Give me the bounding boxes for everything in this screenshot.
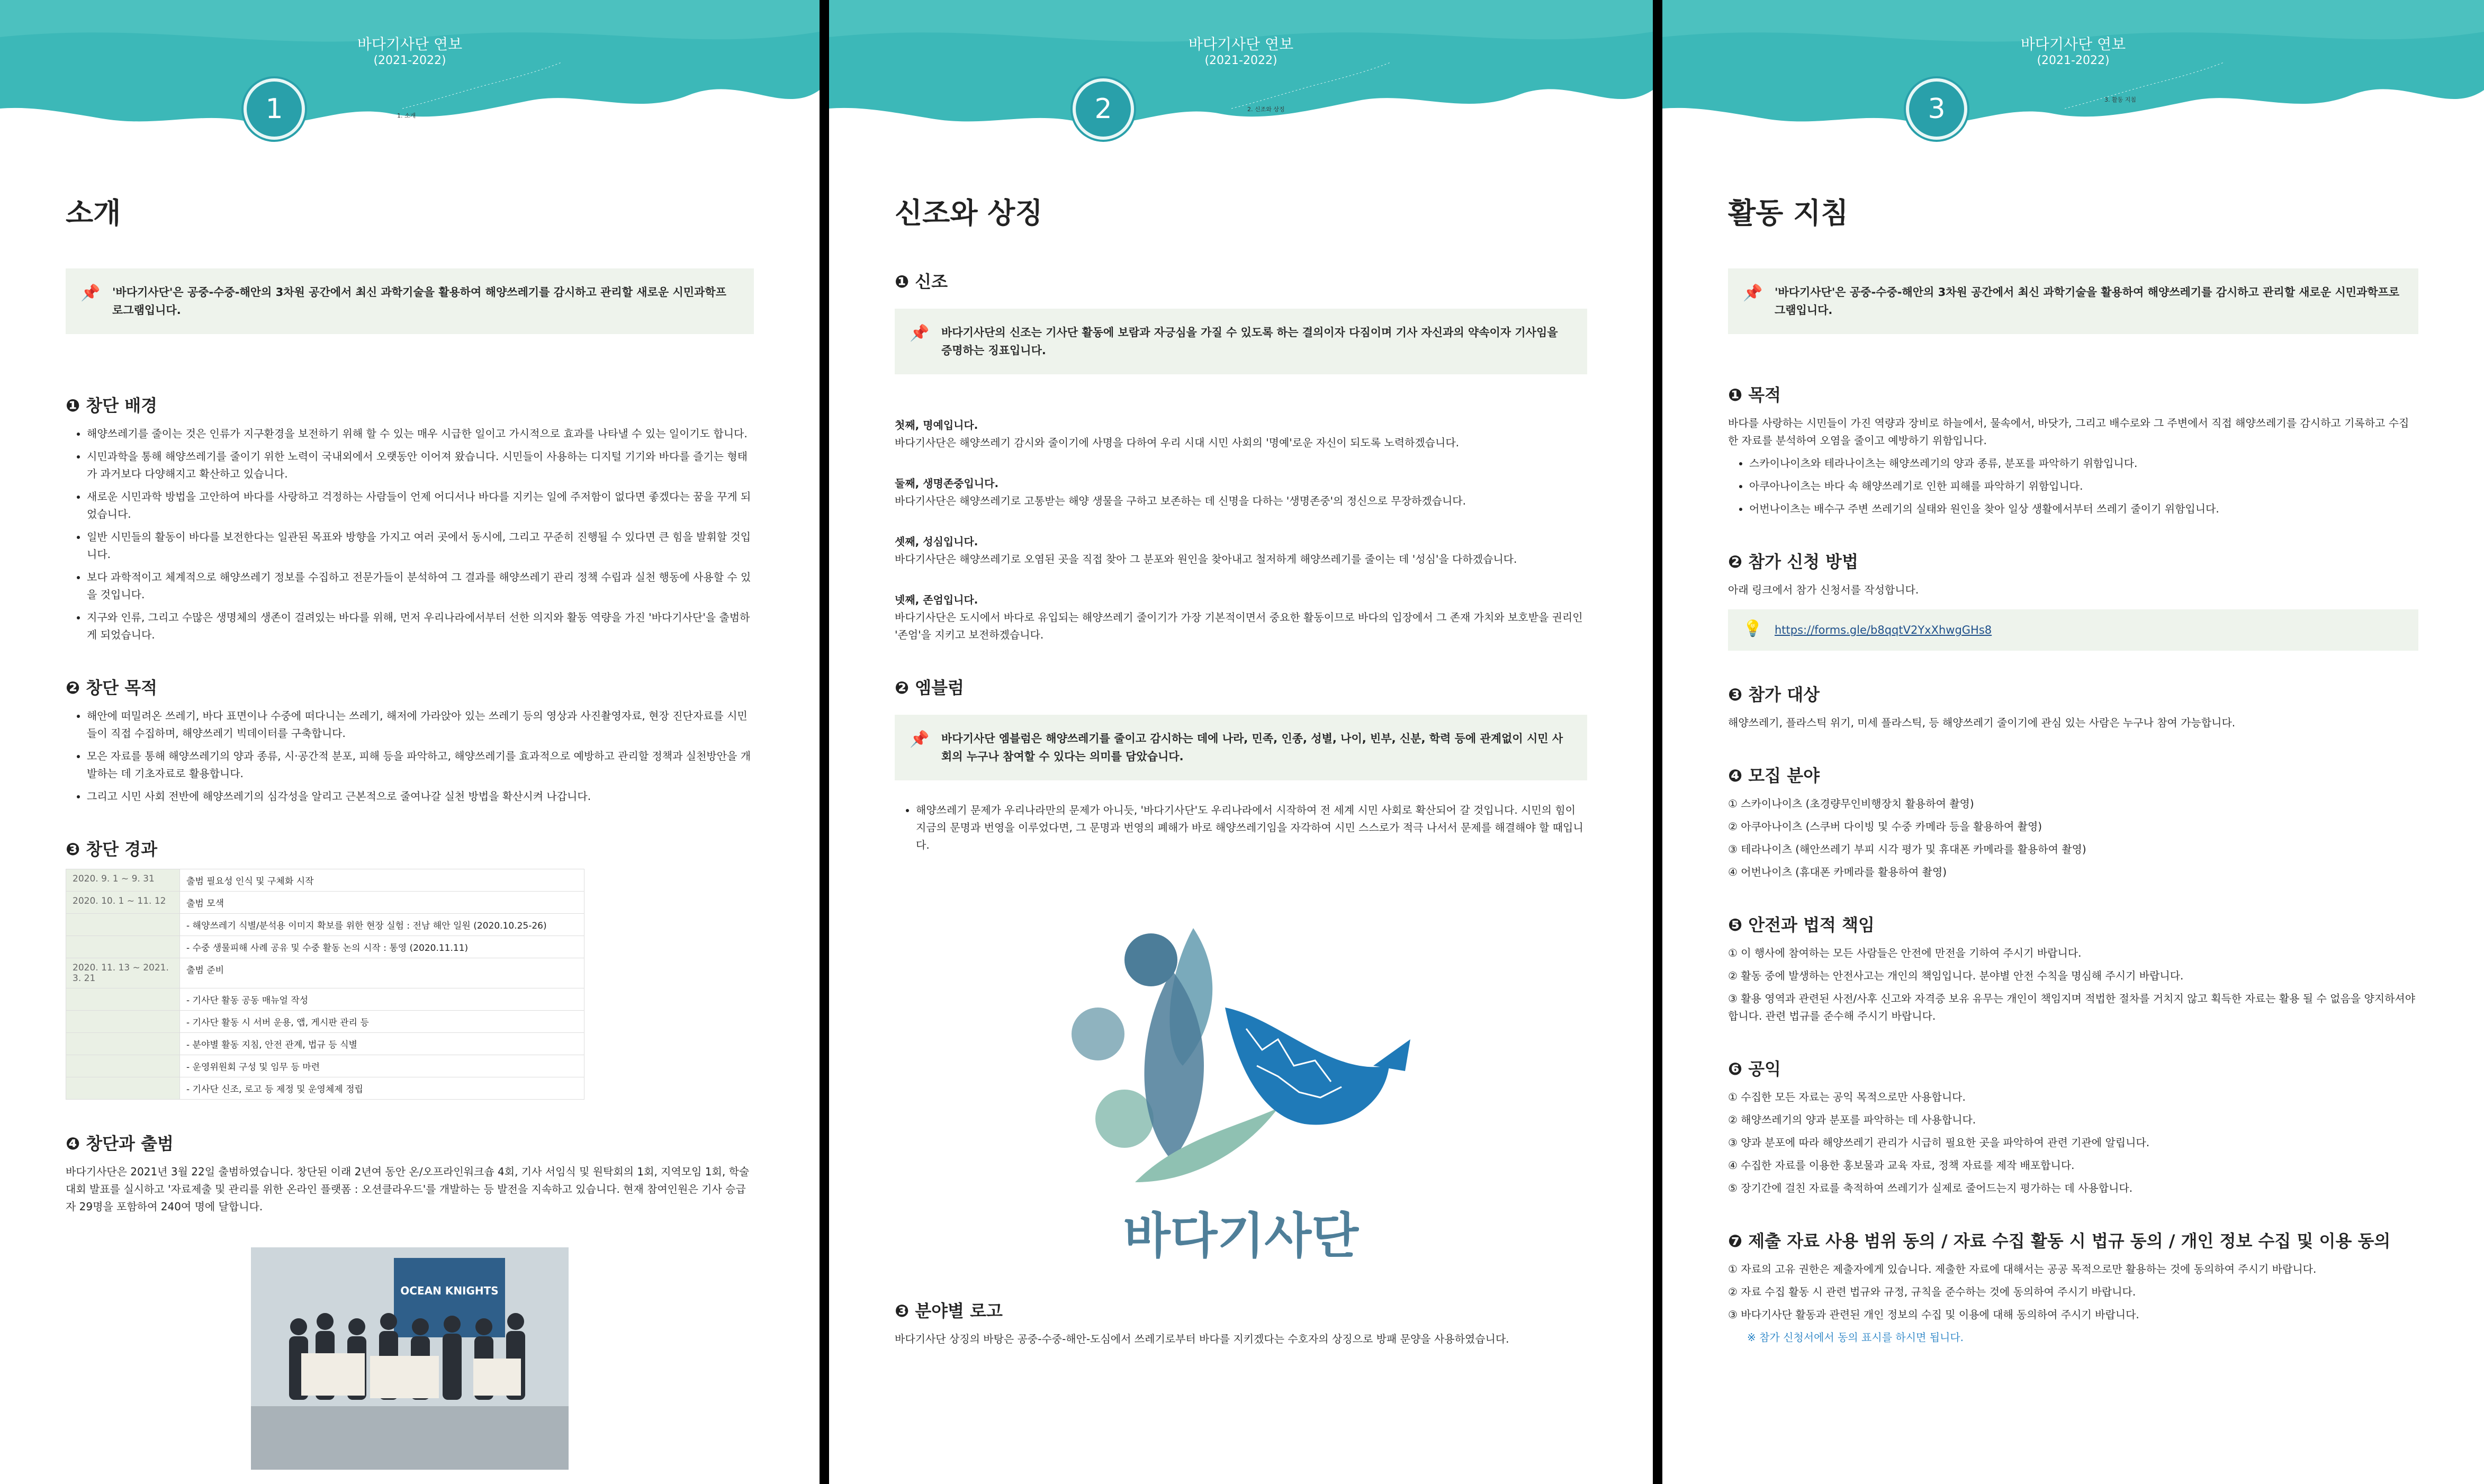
section-text: 바다기사단은 2021년 3월 22일 출범하였습니다. 창단된 이래 2년여 동안 온/오프라인워크숍 4회, 기사 서임식 및 원탁회의 1회, 지역모임 1회, 학술대회 발표를 실시하고 '자료제출 및 관리를 위한 온라인 플랫폼 : 오션클라우드'를 개발하는 등 발전을 지속하고 있습니다. 현재 참여인원은 기사 승급자 29명을 포함하여 240여 명에 달합니다. (66, 1165, 750, 1213)
table-cell-text: - 분야별 활동 지침, 안전 관계, 법규 등 식별 (180, 1033, 584, 1055)
pushpin-icon: 📌 (80, 284, 101, 302)
page-number-badge: 3 (1906, 78, 1967, 140)
pushpin-icon: 📌 (1743, 284, 1763, 302)
creed-item (895, 533, 1587, 568)
table-cell-text: - 기사단 신조, 로고 등 제정 및 운영체제 정립 (180, 1077, 584, 1100)
section-text: 해양쓰레기, 플라스틱 위기, 미세 플라스틱, 등 해양쓰레기 줄이기에 관심 있는 사람은 누구나 참여 가능합니다. (1728, 716, 2236, 729)
list-item: ① 자료의 고유 권한은 제출자에게 있습니다. 제출한 자료에 대해서는 공공 목적으로만 활용하는 것에 동의하여 주시기 바랍니다. (1728, 1263, 2317, 1275)
table-cell-text: - 운영위원회 구성 및 임무 등 마련 (180, 1055, 584, 1077)
section-heading: ❷ 창단 목적 (66, 678, 158, 698)
table-row (66, 1055, 584, 1077)
section-heading: ❶ 목적 (1728, 385, 1781, 405)
list-item: • 스카이나이츠와 테라나이츠는 해양쓰레기의 양과 종류, 분포를 파악하기 위함입니다. (1749, 455, 2418, 472)
timeline-table (66, 869, 584, 1100)
table-cell-text: - 기사단 활동 공동 매뉴얼 작성 (180, 988, 584, 1011)
creed-item (895, 475, 1587, 510)
page-2 (829, 0, 1653, 1484)
section-launch (66, 1130, 754, 1470)
page-title: 활동 지침 (1728, 196, 1849, 230)
table-row (66, 892, 584, 914)
list-item: • 지구와 인류, 그리고 수많은 생명체의 생존이 걸려있는 바다를 위해, 먼저 우리나라에서부터 선한 의지와 활동 역량을 가진 '바다기사단'을 출범하게 되었습니다. (87, 609, 754, 644)
section-heading: ❸ 분야별 로고 (895, 1301, 1003, 1321)
section-emblem (895, 674, 1587, 1267)
section-text: 아래 링크에서 참가 신청서를 작성합니다. (1728, 583, 1919, 596)
table-cell-date: 2020. 10. 1 ~ 11. 12 (66, 892, 180, 914)
table-cell-date (66, 988, 180, 1011)
section-heading: ❻ 공익 (1728, 1059, 1781, 1079)
section-text: 바다를 사랑하는 시민들이 가진 역량과 장비로 하늘에서, 물속에서, 바닷가, 그리고 배수로와 그 주변에서 직접 해양쓰레기를 감시하고 기록하고 수집한 자료를 분석하여 오염을 줄이고 예방하기 위함입니다. (1728, 417, 2409, 447)
section-heading: ❹ 창단과 출범 (66, 1134, 174, 1154)
list-item: ④ 어번나이츠 (휴대폰 카메라를 활용하여 촬영) (1728, 866, 1947, 878)
table-cell-date (66, 1055, 180, 1077)
section-safety (1728, 912, 2418, 1025)
section-field-logos (895, 1298, 1587, 1348)
list-item: • 아쿠아나이츠는 바다 속 해양쓰레기로 인한 피해를 파악하기 위함입니다. (1749, 478, 2418, 495)
list-item: ③ 활용 영역과 관련된 사전/사후 신고와 자격증 보유 유무는 개인이 책임지며 적법한 절차를 거치지 않고 획득한 자료는 활용 될 수 없음을 양지하셔야 합니다. 관련 법규를 준수해 주시기 바랍니다. (1728, 992, 2416, 1022)
list-item: • 해양쓰레기를 줄이는 것은 인류가 지구환경을 보전하기 위해 할 수 있는 매우 시급한 일이고 가시적으로 효과를 나타낼 수 있는 일이기도 합니다. (87, 425, 754, 443)
table-cell-date (66, 936, 180, 958)
list-item: • 새로운 시민과학 방법을 고안하여 바다를 사랑하고 걱정하는 사람들이 언제 어디서나 바다를 지키는 일에 주저함이 없다면 좋겠다는 꿈을 꾸게 되었습니다. (87, 488, 754, 523)
trail-label: 2. 신조와 상징 (1247, 106, 1285, 113)
table-row (66, 914, 584, 936)
list-item: • 일반 시민들의 활동이 바다를 보전한다는 일관된 목표와 방향을 가지고 여러 곳에서 동시에, 그리고 꾸준히 진행될 수 있다면 큰 힘을 발휘할 것입니다. (87, 528, 754, 563)
pushpin-icon: 📌 (910, 324, 930, 343)
table-cell-text: 출범 모색 (180, 892, 584, 914)
creed-title: 첫째, 명예입니다. (895, 419, 978, 431)
section-text: 바다기사단 상징의 바탕은 공중-수중-해안-도심에서 쓰레기로부터 바다를 지키겠다는 수호자의 상징으로 방패 문양을 사용하였습니다. (895, 1333, 1509, 1345)
section-background (66, 392, 754, 644)
trail-label: 1. 소개 (397, 112, 416, 119)
header-title: 바다기사단 연보 (1188, 35, 1294, 53)
section-heading: ❷ 엠블럼 (895, 678, 964, 698)
table-cell-text: 출범 준비 (180, 958, 584, 988)
section-heading: ❶ 창단 배경 (66, 395, 158, 416)
intro-callout (66, 268, 754, 334)
table-row (66, 936, 584, 958)
list-item: • 해양쓰레기 문제가 우리나라만의 문제가 아니듯, '바다기사단'도 우리나라에서 시작하여 전 세계 시민 사회로 확산되어 갈 것입니다. 시민의 힘이 지금의 문명과 번영을 이루었다면, 그 문명과 번영의 폐해가 바로 해양쓰레기임을 자각하여 시민 스스로가 적극 나서서 문제를 해결해야 할 때입니다. (916, 802, 1587, 854)
page-number-badge: 2 (1073, 78, 1134, 140)
section-heading: ❶ 신조 (895, 272, 948, 292)
section-heading: ❹ 모집 분야 (1728, 766, 1820, 786)
header-title: 바다기사단 연보 (2020, 35, 2126, 53)
section-public-interest (1728, 1056, 2418, 1197)
list-item: • 그리고 시민 사회 전반에 해양쓰레기의 심각성을 알리고 근본적으로 줄여나갈 실천 방법을 확산시켜 나갑니다. (87, 788, 754, 805)
list-item: ② 자료 수집 활동 시 관련 법규와 규정, 규칙을 준수하는 것에 동의하여 주시기 바랍니다. (1728, 1285, 2136, 1298)
section-creed (895, 268, 1587, 644)
intro-callout (1728, 268, 2418, 334)
emblem-logo (1056, 907, 1426, 1267)
page-1 (0, 0, 820, 1484)
callout-text: 바다기사단의 신조는 기사단 활동에 보람과 자긍심을 가질 수 있도록 하는 결의이자 다짐이며 기사 자신과의 약속이자 기사임을 증명하는 징표입니다. (941, 326, 1558, 357)
logo-text: 바다기사단 (1123, 1208, 1359, 1264)
table-row (66, 1011, 584, 1033)
table-cell-text: 출범 필요성 인식 및 구체화 시작 (180, 869, 584, 892)
section-fields (1728, 762, 2418, 881)
table-cell-date (66, 914, 180, 936)
table-cell-text: - 해양쓰레기 식별/분석용 이미지 확보를 위한 현장 실험 : 전남 해안 일원 (2020.10.25-26) (180, 914, 584, 936)
table-cell-date: 2020. 11. 13 ~ 2021. 3. 21 (66, 958, 180, 988)
list-item: • 모은 자료를 통해 해양쓰레기의 양과 종류, 시·공간적 분포, 피해 등을 파악하고, 해양쓰레기를 효과적으로 예방하고 관리할 정책과 실천방안을 개발하는 데 기초자료로 활용합니다. (87, 748, 754, 783)
section-heading: ❸ 참가 대상 (1728, 685, 1820, 705)
section-heading: ❷ 참가 신청 방법 (1728, 552, 1858, 572)
section-purpose (66, 674, 754, 805)
pushpin-icon: 📌 (910, 730, 930, 749)
list-item: ② 해양쓰레기의 양과 분포를 파악하는 데 사용합니다. (1728, 1113, 1976, 1126)
creed-title: 넷째, 존엄입니다. (895, 593, 978, 606)
wave-header (0, 0, 820, 138)
consent-note: ※ 참가 신청서에서 동의 표시를 하시면 됩니다. (1747, 1331, 1964, 1344)
section-apply (1728, 548, 2418, 651)
application-link[interactable]: https://forms.gle/b8qqtV2YxXhwgGHs8 (1775, 624, 1992, 636)
section-target (1728, 681, 2418, 732)
section-purpose (1728, 382, 2418, 518)
list-item: ① 수집한 모든 자료는 공익 목적으로만 사용합니다. (1728, 1091, 1966, 1103)
page-3-content (1728, 191, 2418, 1377)
group-photo (251, 1247, 569, 1470)
section-progress (66, 836, 754, 1100)
table-row (66, 958, 584, 988)
creed-callout (895, 309, 1587, 374)
list-item: ③ 바다기사단 활동과 관련된 개인 정보의 수집 및 이용에 대해 동의하여 주시기 바랍니다. (1728, 1308, 2139, 1321)
creed-text: 바다기사단은 해양쓰레기로 고통받는 해양 생물을 구하고 보존하는 데 신명을 다하는 '생명존중'의 정신으로 무장하겠습니다. (895, 494, 1466, 507)
table-row (66, 1033, 584, 1055)
section-heading: ❺ 안전과 법적 책임 (1728, 915, 1875, 935)
list-item: ③ 테라나이츠 (해안쓰레기 부피 시각 평가 및 휴대폰 카메라를 활용하여 촬영) (1728, 843, 2086, 856)
creed-item (895, 591, 1587, 644)
list-item: ① 스카이나이츠 (초경량무인비행장치 활용하여 촬영) (1728, 797, 1974, 810)
page-1-content (66, 191, 754, 1484)
list-item: ② 아쿠아나이츠 (스쿠버 다이빙 및 수중 카메라 등을 활용하여 촬영) (1728, 820, 2042, 833)
list-item: ② 활동 중에 발생하는 안전사고는 개인의 책임입니다. 분야별 안전 수칙을 명심해 주시기 바랍니다. (1728, 969, 2184, 982)
list-item: ③ 양과 분포에 따라 해양쓰레기 관리가 시급히 필요한 곳을 파악하여 관련 기관에 알립니다. (1728, 1136, 2150, 1149)
trail-label: 3. 활동 지침 (2104, 96, 2136, 103)
header-title: 바다기사단 연보 (357, 35, 463, 53)
creed-text: 바다기사단은 도시에서 바다로 유입되는 해양쓰레기 줄이기가 가장 기본적이면서 중요한 활동이므로 바다의 입장에서 그 존재 가치와 보호받을 권리인 '존엄'을 지키고 보전하겠습니다. (895, 611, 1583, 641)
list-item: • 해안에 떠밀려온 쓰레기, 바다 표면이나 수중에 떠다니는 쓰레기, 해저에 가라앉아 있는 쓰레기 등의 영상과 사진촬영자료, 현장 진단자료를 시민들이 직접 수집하며, 해양쓰레기 빅데이터를 구축합니다. (87, 707, 754, 742)
photo-banner-text: OCEAN KNIGHTS (400, 1284, 499, 1297)
creed-title: 셋째, 성심입니다. (895, 535, 978, 548)
table-cell-date (66, 1033, 180, 1055)
header-subtitle: (2021-2022) (1204, 54, 1277, 67)
table-row (66, 869, 584, 892)
header-subtitle: (2021-2022) (373, 54, 446, 67)
creed-text: 바다기사단은 해양쓰레기 감시와 줄이기에 사명을 다하여 우리 시대 시민 사회의 '명예'로운 자신이 되도록 노력하겠습니다. (895, 436, 1459, 449)
table-cell-text: - 기사단 활동 시 서버 운용, 앱, 게시판 관리 등 (180, 1011, 584, 1033)
wave-header (829, 0, 1653, 138)
lightbulb-icon: 💡 (1743, 619, 1763, 638)
table-row (66, 988, 584, 1011)
section-consent (1728, 1228, 2418, 1346)
creed-text: 바다기사단은 해양쓰레기로 오염된 곳을 직접 찾아 그 분포와 원인을 찾아내고 철저하게 해양쓰레기를 줄이는 데 '성심'을 다하겠습니다. (895, 553, 1517, 565)
section-heading: ❸ 창단 경과 (66, 839, 158, 859)
list-item: • 시민과학을 통해 해양쓰레기를 줄이기 위한 노력이 국내외에서 오랫동안 이어져 왔습니다. 시민들이 사용하는 디지털 기기와 바다를 즐기는 형태가 과거보다 다양해지고 확산하고 있습니다. (87, 448, 754, 483)
wave-header (1662, 0, 2484, 138)
table-cell-date: 2020. 9. 1 ~ 9. 31 (66, 869, 180, 892)
section-heading: ❼ 제출 자료 사용 범위 동의 / 자료 수집 활동 시 법규 동의 / 개인 정보 수집 및 이용 동의 (1728, 1231, 2391, 1251)
list-item: • 보다 과학적이고 체계적으로 해양쓰레기 정보를 수집하고 전문가들이 분석하여 그 결과를 해양쓰레기 관리 정책 수립과 실천 행동에 사용할 수 있을 것입니다. (87, 569, 754, 604)
creed-item (895, 417, 1587, 452)
callout-text: '바다기사단'은 공중-수중-해안의 3차원 공간에서 최신 과학기술을 활용하여 해양쓰레기를 감시하고 관리할 새로운 시민과학프로그램입니다. (112, 286, 726, 317)
header-subtitle: (2021-2022) (2037, 54, 2110, 67)
emblem-callout (895, 715, 1587, 780)
callout-text: '바다기사단'은 공중-수중-해안의 3차원 공간에서 최신 과학기술을 활용하여 해양쓰레기를 감시하고 관리할 새로운 시민과학프로그램입니다. (1775, 286, 2400, 317)
page-title: 신조와 상징 (895, 196, 1043, 230)
page-title: 소개 (66, 196, 121, 230)
page-3 (1662, 0, 2484, 1484)
list-item: ① 이 행사에 참여하는 모든 사람들은 안전에 만전을 기하여 주시기 바랍니다. (1728, 947, 2082, 959)
page-number-badge: 1 (244, 78, 305, 140)
creed-title: 둘째, 생명존중입니다. (895, 477, 999, 490)
table-cell-date (66, 1077, 180, 1100)
table-cell-text: - 수중 생물피해 사례 공유 및 수중 활동 논의 시작 : 통영 (2020.11.11) (180, 936, 584, 958)
callout-text: 바다기사단 엠블럼은 해양쓰레기를 줄이고 감시하는 데에 나라, 민족, 인종, 성별, 나이, 빈부, 신분, 학력 등에 관계없이 시민 사회의 누구나 참여할 수 있다는 의미를 담았습니다. (941, 732, 1563, 763)
table-row (66, 1077, 584, 1100)
list-item: ④ 수집한 자료를 이용한 홍보물과 교육 자료, 정책 자료를 제작 배포합니다. (1728, 1159, 2075, 1172)
table-cell-date (66, 1011, 180, 1033)
link-callout (1728, 609, 2418, 651)
list-item: • 어번나이츠는 배수구 주변 쓰레기의 실태와 원인을 찾아 일상 생활에서부터 쓰레기 줄이기 위함입니다. (1749, 500, 2418, 518)
page-2-content (895, 191, 1587, 1379)
list-item: ⑤ 장기간에 걸친 자료를 축적하여 쓰레기가 실제로 줄어드는지 평가하는 데 사용합니다. (1728, 1182, 2133, 1194)
